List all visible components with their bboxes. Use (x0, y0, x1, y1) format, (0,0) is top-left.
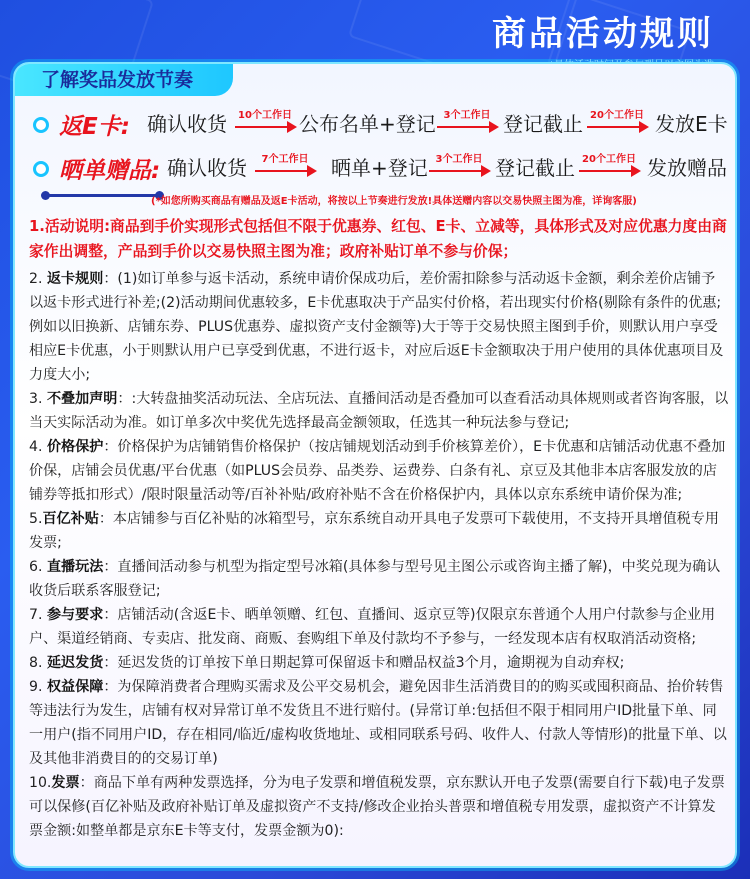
bullet-dot-icon (33, 117, 49, 133)
rule-item-3: 3. 不叠加声明：:大转盘抽奖活动玩法、全店玩法、直播间活动是否叠加可以查看活动具体规则或者咨询客服，以当天实际活动为准。如订单多次中奖优先选择最高金额领取，任选其一种玩法参与登记; (29, 391, 729, 431)
rule-item-2: 2. 返卡规则：(1)如订单参与返卡活动，系统申请价保成功后，差价需扣除参与活动返卡金额，剩余差价店铺予以返卡形式进行补差;(2)活动期间优惠较多，E卡优惠取决于产品实付价格，若出现实付价格(剔除有条件的优惠;例如以旧换新、店铺东券、PLUS优惠券、虚拟资产支付金额等)大于等于交易快照主图到手价，则默认用户享受相应E卡优惠，小于则默认用户已享受到优惠，不进行返卡，对应后返E卡金额取决于用户使用的具体优惠项目及力度大小; (29, 271, 724, 383)
bullet-dot-icon (33, 161, 49, 177)
page-title: 商品活动规则 (492, 14, 714, 54)
divider (45, 194, 160, 197)
rule-item-1: 1.活动说明:商品到手价实现形式包括但不限于优惠券、红包、E卡、立减等，具体形式及对应优惠力度由商家作出调整，产品到手价以交易快照主图为准；政府补贴订单不参与价保； (29, 218, 727, 260)
rule-item-4: 4. 价格保护：价格保护为店铺销售价格保护（按店铺规划活动到手价核算差价），E卡优惠和店铺活动优惠不叠加价保，店铺会员优惠/平台优惠（如PLUS会员券、品类券、运费券、白条有礼、京豆及其他非本店客服发放的店铺券等抵扣形式）/限时限量活动等/百补补贴/政府补贴不含在价格保护内，具体以京东系统申请价保为准; (29, 439, 726, 503)
flow-row-gift (15, 148, 737, 188)
flow-step: 登记截止 (495, 156, 575, 180)
rule-title: 发票 (51, 775, 80, 791)
flow-arrow-icon (435, 104, 499, 144)
flow-arrow-icon (577, 148, 641, 188)
rule-title: 价格保护 (46, 439, 104, 455)
flow-step: 登记截止 (503, 112, 583, 136)
flow-arrow-icon (427, 148, 491, 188)
rule-item-7: 7. 参与要求：店铺活动(含返E卡、晒单领赠、红包、直播间、返京豆等)仅限京东普通个人用户付款参与企业用户、渠道经销商、专卖店、批发商、商贩、套购组下单及付款均不予参与，一经发现本店有权取消活动资格; (29, 607, 716, 647)
divider-dot-icon (41, 191, 50, 200)
flow-arrow-days: 20个工作日 (590, 110, 644, 121)
flow-step: 发放赠品 (647, 156, 727, 180)
rules-list (29, 214, 729, 843)
rule-item-10: 10.发票：商品下单有两种发票选择，分为电子发票和增值税发票，京东默认开电子发票(需要自行下载)电子发票可以保修(百亿补贴及政府补贴订单及虚拟资产不支持/修改企业抬头普票和增值税专用发票，虚拟资产不计算发票金额:如整单都是京东E卡等支付，发票金额为0): (29, 775, 725, 839)
rule-title: 权益保障 (46, 679, 104, 695)
section-tab (15, 64, 233, 96)
rule-title: 直播玩法 (46, 559, 104, 575)
flow-arrow-days: 20个工作日 (582, 154, 636, 165)
rule-item-6: 6. 直播玩法：直播间活动参与机型为指定型号冰箱(具体参与型号见主图公示或咨询主播了解)，中奖兑现为确认收货后联系客服登记; (29, 559, 721, 599)
flow-arrow-days: 3个工作日 (443, 110, 491, 121)
flow-step: 确认收货 (167, 156, 247, 180)
flow-row-ecard (15, 104, 737, 144)
flow-step: 确认收货 (147, 112, 227, 136)
rules-card (13, 62, 737, 868)
flow-step: 公布名单+登记 (299, 112, 436, 136)
flow-arrow-icon (233, 104, 297, 144)
section-tab-label: 了解奖品发放节奏 (41, 69, 194, 91)
flow-label: 晒单赠品: (59, 158, 161, 184)
rule-title: 延迟发货 (46, 655, 104, 671)
rule-item-5: 5.百亿补贴：本店铺参与百亿补贴的冰箱型号，京东系统自动开具电子发票可下载使用，不支持开具增值税专用发票; (29, 511, 719, 551)
flow-arrow-icon (253, 148, 317, 188)
rule-title: 参与要求 (46, 607, 104, 623)
flow-step: 发放E卡 (655, 112, 728, 136)
rule-title: 百亿补贴 (42, 511, 99, 527)
rule-item-8: 8. 延迟发货：延迟发货的订单按下单日期起算可保留返卡和赠品权益3个月，逾期视为自动弃权; (29, 655, 625, 671)
flow-label: 返E卡: (59, 114, 130, 140)
rule-item-9: 9. 权益保障：为保障消费者合理购买需求及公平交易机会，避免因非生活消费目的的购买或囤积商品、抬价转售等违法行为发生，店铺有权对异常订单不发货且不进行赔付。(异常订单:包括但不限于相同用户ID批量下单、同一用户(指不同用户ID，存在相同/临近/虚构收货地址、或相同联系号码、收件人、付款人等情形)的批量下单、以及其他非消费目的的交易订单) (29, 679, 727, 767)
flow-arrow-icon (585, 104, 649, 144)
flow-arrow-days: 3个工作日 (435, 154, 483, 165)
rule-title: 返卡规则 (46, 271, 104, 287)
flow-arrow-days: 7个工作日 (261, 154, 309, 165)
flow-note: (*如您所购买商品有赠品及返E卡活动，将按以上节奏进行发放!具体送赠内容以交易快照主图为准，详询客服) (151, 196, 637, 207)
rule-title: 不叠加声明 (46, 391, 118, 407)
flow-arrow-days: 10个工作日 (238, 110, 292, 121)
flow-step: 晒单+登记 (331, 156, 428, 180)
